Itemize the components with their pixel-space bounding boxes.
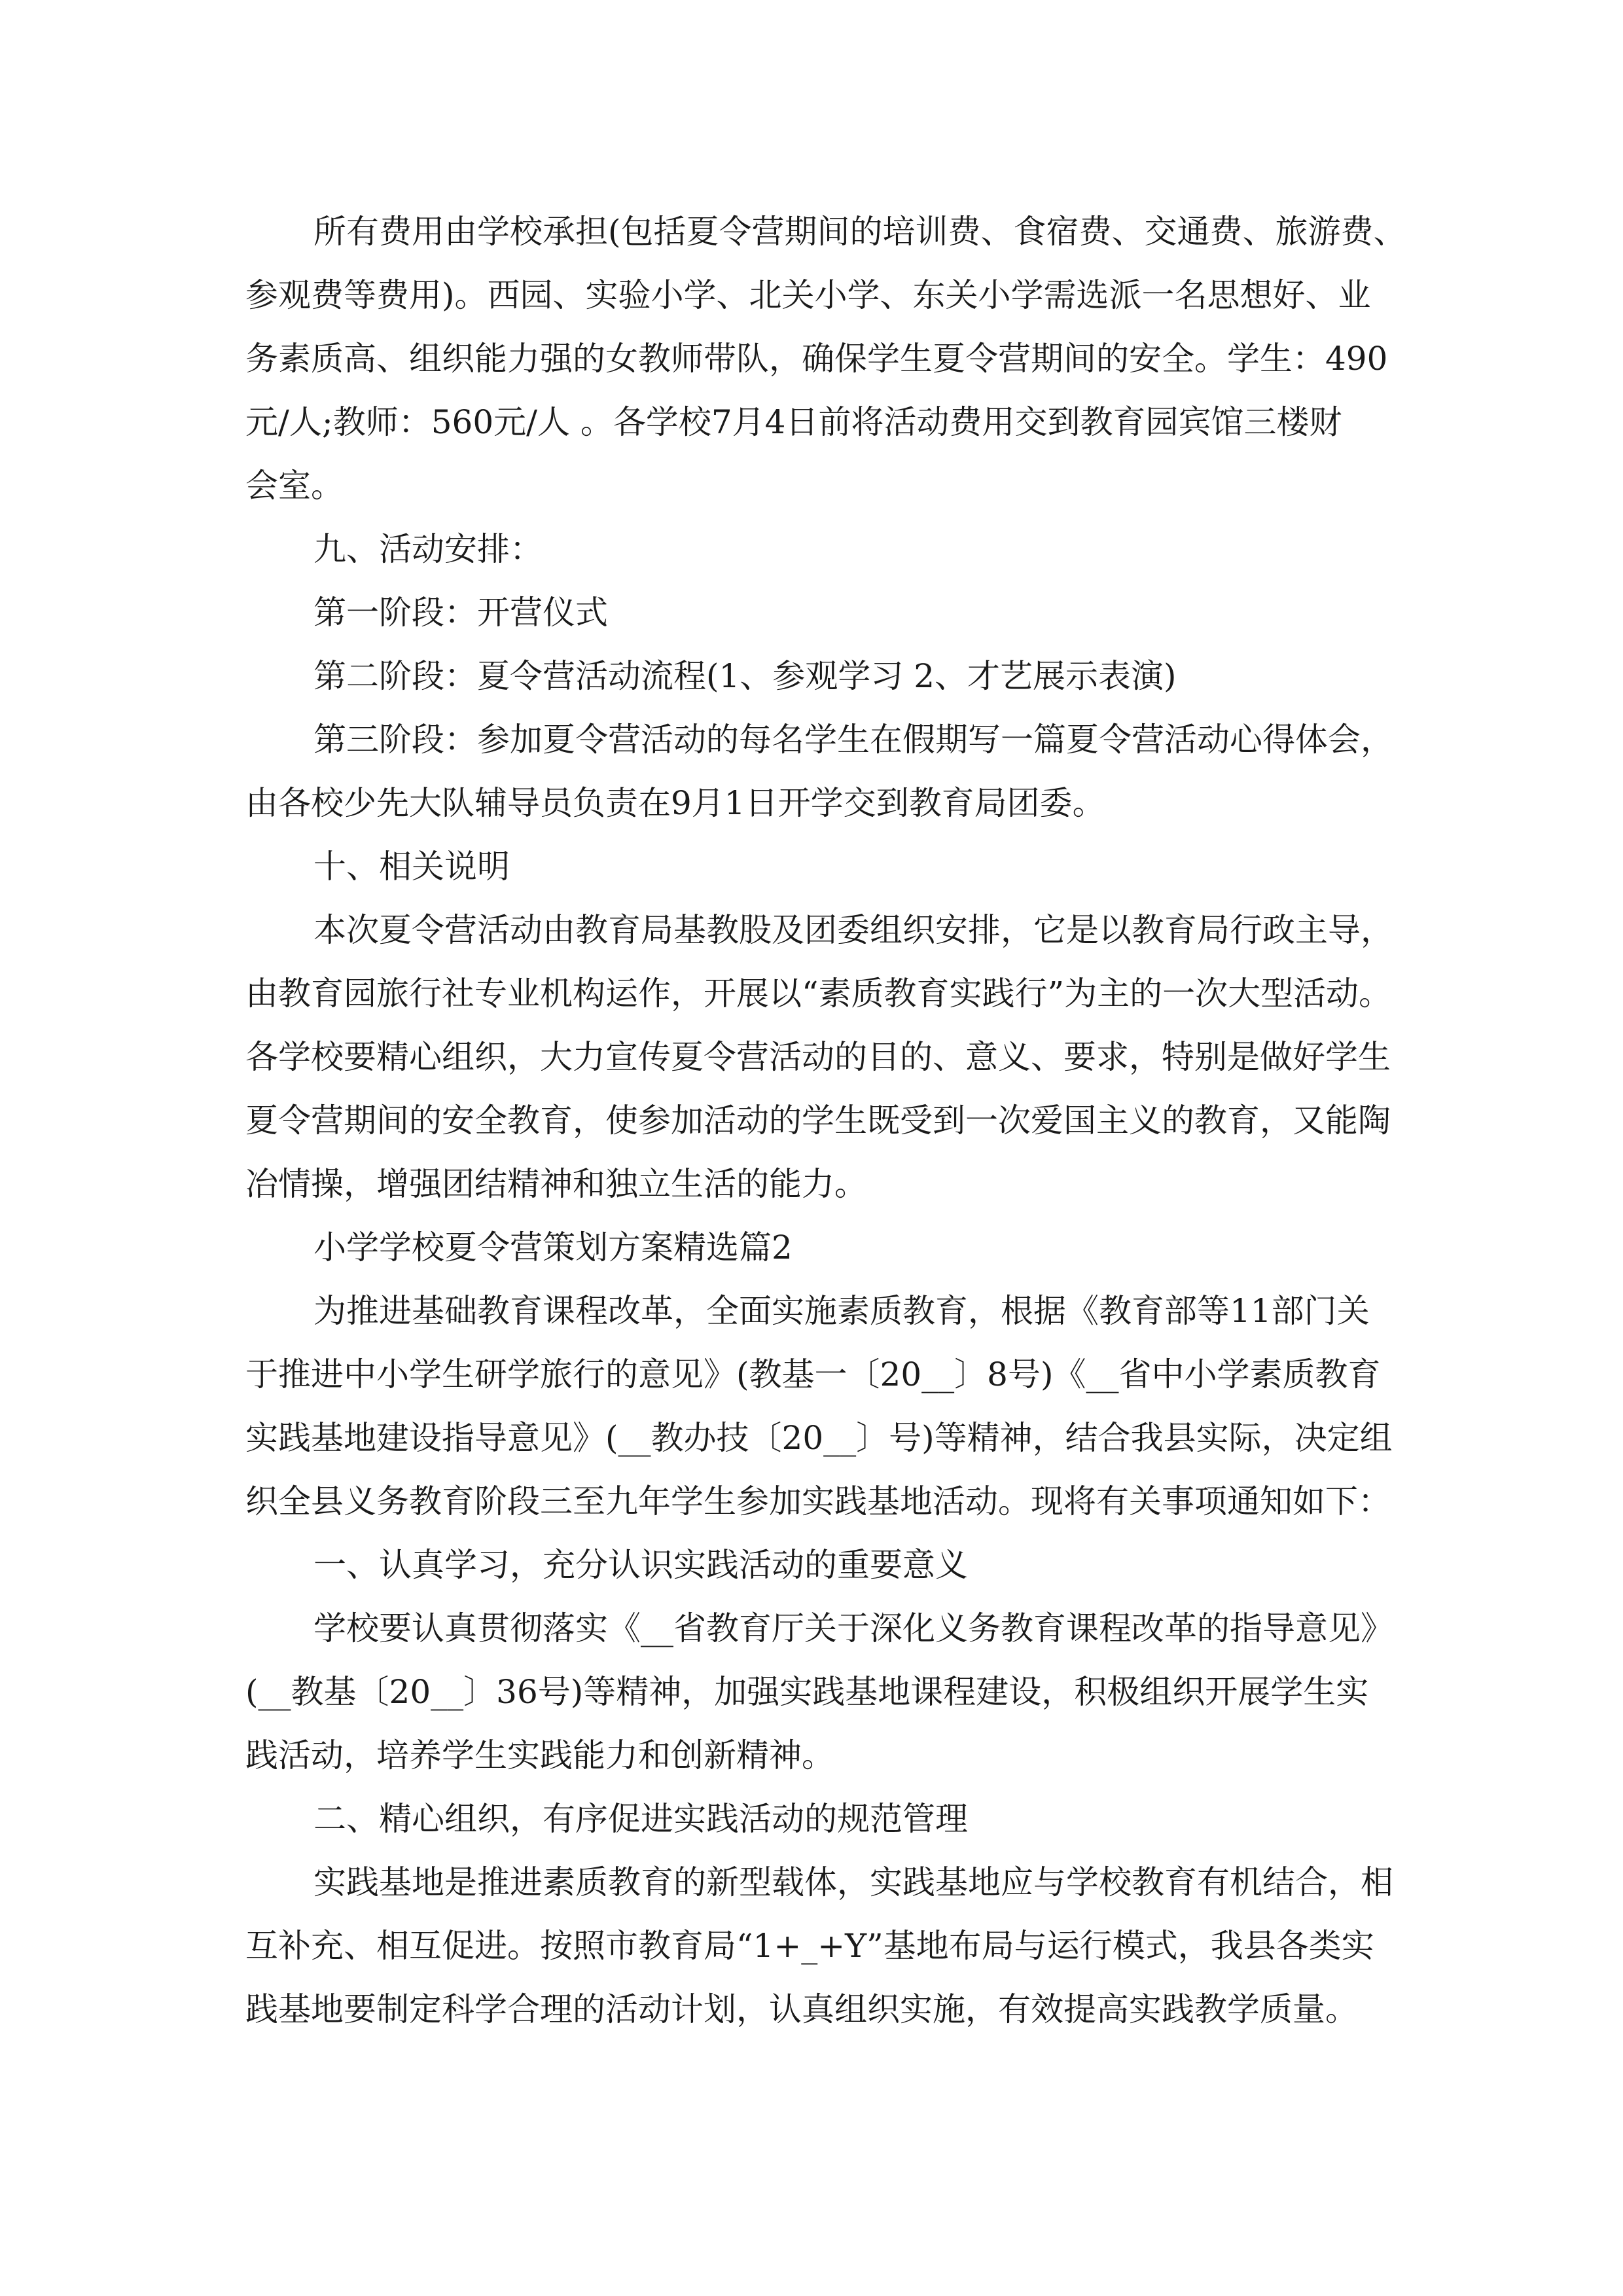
text-line: 参观费等费用)。西园、实验小学、北关小学、东关小学需选派一名思想好、业 [245, 276, 1371, 314]
section-heading: 九、活动安排： [313, 530, 543, 568]
text-line: 夏令营期间的安全教育，使参加活动的学生既受到一次爱国主义的教育，又能陶 [245, 1102, 1391, 1139]
section-heading: 一、认真学习，充分认识实践活动的重要意义 [313, 1546, 968, 1584]
article-title: 小学学校夏令营策划方案精选篇2 [313, 1229, 793, 1266]
text-line: 务素质高、组织能力强的女教师带队，确保学生夏令营期间的安全。学生：490 [245, 340, 1388, 378]
text-line: 所有费用由学校承担(包括夏令营期间的培训费、食宿费、交通费、旅游费、 [313, 213, 1406, 251]
text-line: (__教基〔20__〕36号)等精神，加强实践基地课程建设，积极组织开展学生实 [245, 1673, 1369, 1711]
section-heading: 二、精心组织，有序促进实践活动的规范管理 [313, 1800, 968, 1838]
text-line: 由各校少先大队辅导员负责在9月1日开学交到教育局团委。 [245, 784, 1105, 822]
text-line: 冶情操，增强团结精神和独立生活的能力。 [245, 1165, 867, 1203]
text-line: 各学校要精心组织，大力宣传夏令营活动的目的、意义、要求，特别是做好学生 [245, 1038, 1391, 1076]
text-line: 为推进基础教育课程改革，全面实施素质教育，根据《教育部等11部门关 [313, 1292, 1370, 1330]
text-line: 本次夏令营活动由教育局基教股及团委组织安排，它是以教育局行政主导， [313, 911, 1393, 949]
text-line: 第二阶段：夏令营活动流程(1、参观学习 2、才艺展示表演) [313, 657, 1177, 695]
text-line: 实践基地建设指导意见》(__教办技〔20__〕号)等精神，结合我县实际，决定组 [245, 1419, 1393, 1457]
text-line: 第一阶段：开营仪式 [313, 594, 608, 632]
text-line: 元/人;教师：560元/人 。各学校7月4日前将活动费用交到教育园宾馆三楼财 [245, 403, 1342, 441]
text-line: 织全县义务教育阶段三至九年学生参加实践基地活动。现将有关事项通知如下： [245, 1482, 1391, 1520]
text-line: 由教育园旅行社专业机构运作，开展以“素质教育实践行”为主的一次大型活动。 [245, 975, 1392, 1013]
text-line: 第三阶段：参加夏令营活动的每名学生在假期写一篇夏令营活动心得体会， [313, 721, 1393, 759]
text-line: 践活动，培养学生实践能力和创新精神。 [245, 1736, 834, 1774]
section-heading: 十、相关说明 [313, 848, 510, 886]
text-line: 践基地要制定科学合理的活动计划，认真组织实施，有效提高实践教学质量。 [245, 1990, 1358, 2028]
text-line: 互补充、相互促进。按照市教育局“1+_+Y”基地布局与运行模式，我县各类实 [245, 1927, 1374, 1965]
text-line: 实践基地是推进素质教育的新型载体，实践基地应与学校教育有机结合，相 [313, 1863, 1393, 1901]
text-line: 于推进中小学生研学旅行的意见》(教基一〔20__〕8号)《__省中小学素质教育 [245, 1355, 1381, 1393]
text-line: 会室。 [245, 467, 344, 505]
text-line: 学校要认真贯彻落实《__省教育厅关于深化义务教育课程改革的指导意见》 [313, 1609, 1393, 1647]
